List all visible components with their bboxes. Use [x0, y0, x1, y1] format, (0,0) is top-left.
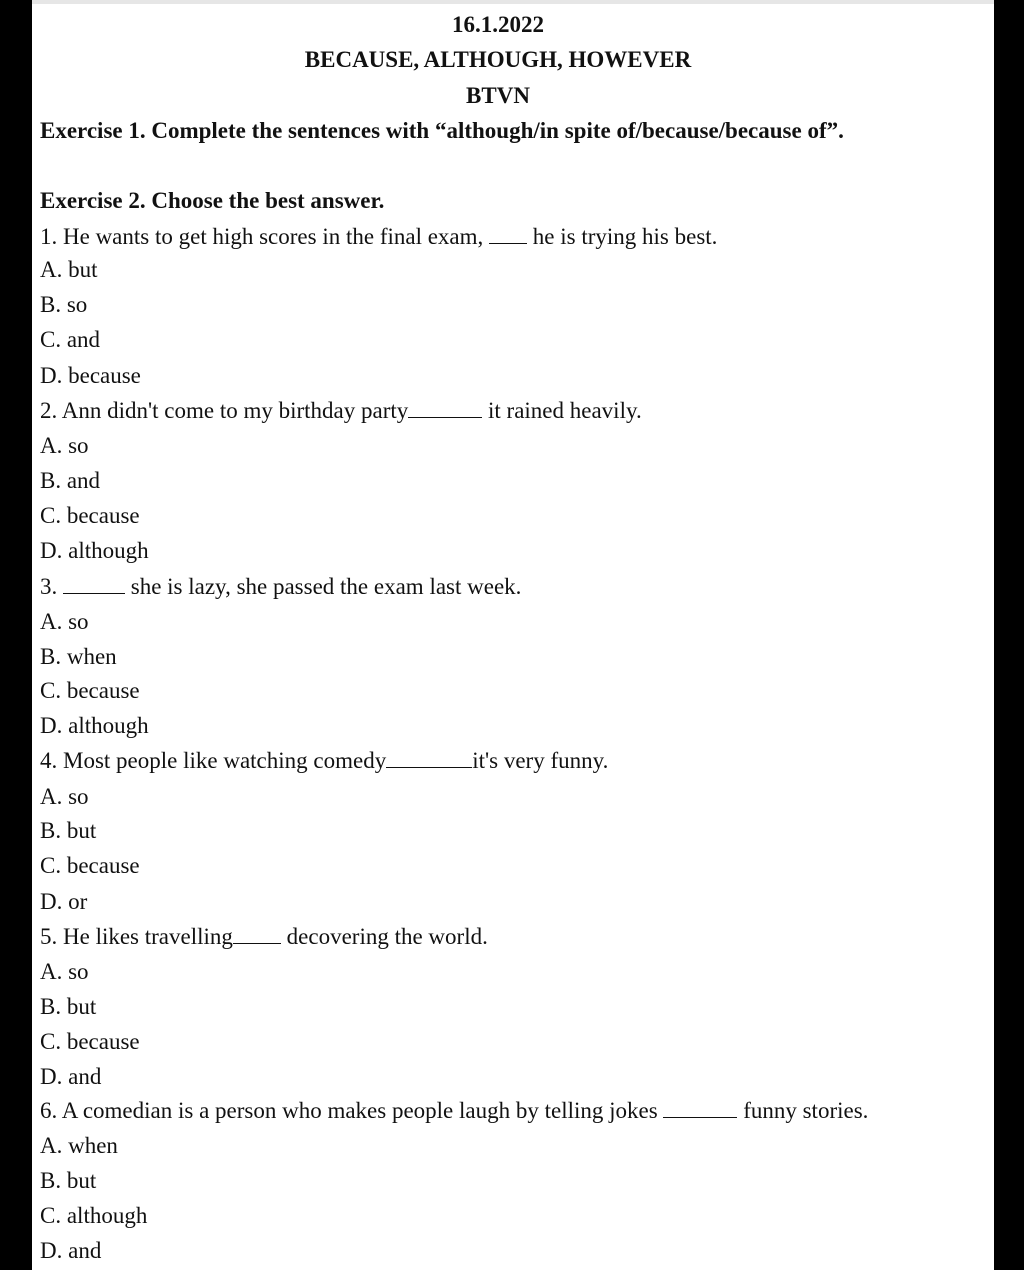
option-c: C. because: [40, 853, 140, 878]
option-d: D. and: [40, 1064, 102, 1089]
page-top-border: [32, 0, 994, 4]
question-text: 6. A comedian is a person who makes people laugh by telling jokes: [40, 1098, 664, 1123]
question-text: funny stories.: [737, 1098, 869, 1123]
question-text: she is lazy, she passed the exam last week.: [125, 574, 522, 599]
option-d: D. although: [40, 538, 149, 563]
answer-blank: [408, 399, 482, 418]
document-title: BECAUSE, ALTHOUGH, HOWEVER: [304, 47, 692, 72]
question-4: [40, 746, 608, 776]
question-text: 1. He wants to get high scores in the final exam,: [40, 224, 490, 249]
option-a: A. so: [40, 433, 89, 458]
question-1: [40, 222, 717, 252]
option-c: C. because: [40, 1029, 140, 1054]
question-2: [40, 396, 642, 426]
question-text: it's very funny.: [472, 748, 609, 773]
document-page: [32, 0, 994, 1270]
question-3: [40, 572, 521, 602]
option-a: A. when: [40, 1133, 118, 1158]
question-text: 5. He likes travelling: [40, 924, 233, 949]
option-b: B. but: [40, 818, 97, 843]
question-text: 3.: [40, 574, 63, 599]
answer-blank: [663, 1099, 737, 1118]
option-d: D. or: [40, 889, 88, 914]
option-a: A. but: [40, 257, 98, 282]
option-c: C. because: [40, 503, 140, 528]
exercise-1-instruction: Exercise 1. Complete the sentences with “although/in spite of/because/because of”.: [40, 118, 844, 143]
option-b: B. but: [40, 994, 97, 1019]
question-text: 2. Ann didn't come to my birthday party: [40, 398, 409, 423]
question-text: he is trying his best.: [527, 224, 718, 249]
option-d: D. and: [40, 1238, 102, 1263]
answer-blank: [63, 575, 125, 594]
option-a: A. so: [40, 609, 89, 634]
option-b: B. and: [40, 468, 101, 493]
option-c: C. although: [40, 1203, 148, 1228]
question-5: [40, 922, 488, 952]
option-c: C. and: [40, 327, 101, 352]
option-a: A. so: [40, 959, 89, 984]
question-6: [40, 1096, 868, 1126]
question-text: it rained heavily.: [482, 398, 642, 423]
answer-blank: [386, 749, 472, 768]
option-b: B. when: [40, 644, 117, 669]
exercise-2-instruction: Exercise 2. Choose the best answer.: [40, 188, 385, 213]
option-b: B. but: [40, 1168, 97, 1193]
answer-blank: [233, 925, 281, 944]
document-subtitle: BTVN: [466, 83, 530, 108]
answer-blank: [489, 225, 527, 244]
document-date: 16.1.2022: [452, 12, 544, 37]
option-d: D. although: [40, 713, 149, 738]
option-b: B. so: [40, 292, 88, 317]
question-text: 4. Most people like watching comedy: [40, 748, 387, 773]
option-c: C. because: [40, 678, 140, 703]
question-text: decovering the world.: [280, 924, 488, 949]
option-d: D. because: [40, 363, 141, 388]
option-a: A. so: [40, 784, 89, 809]
